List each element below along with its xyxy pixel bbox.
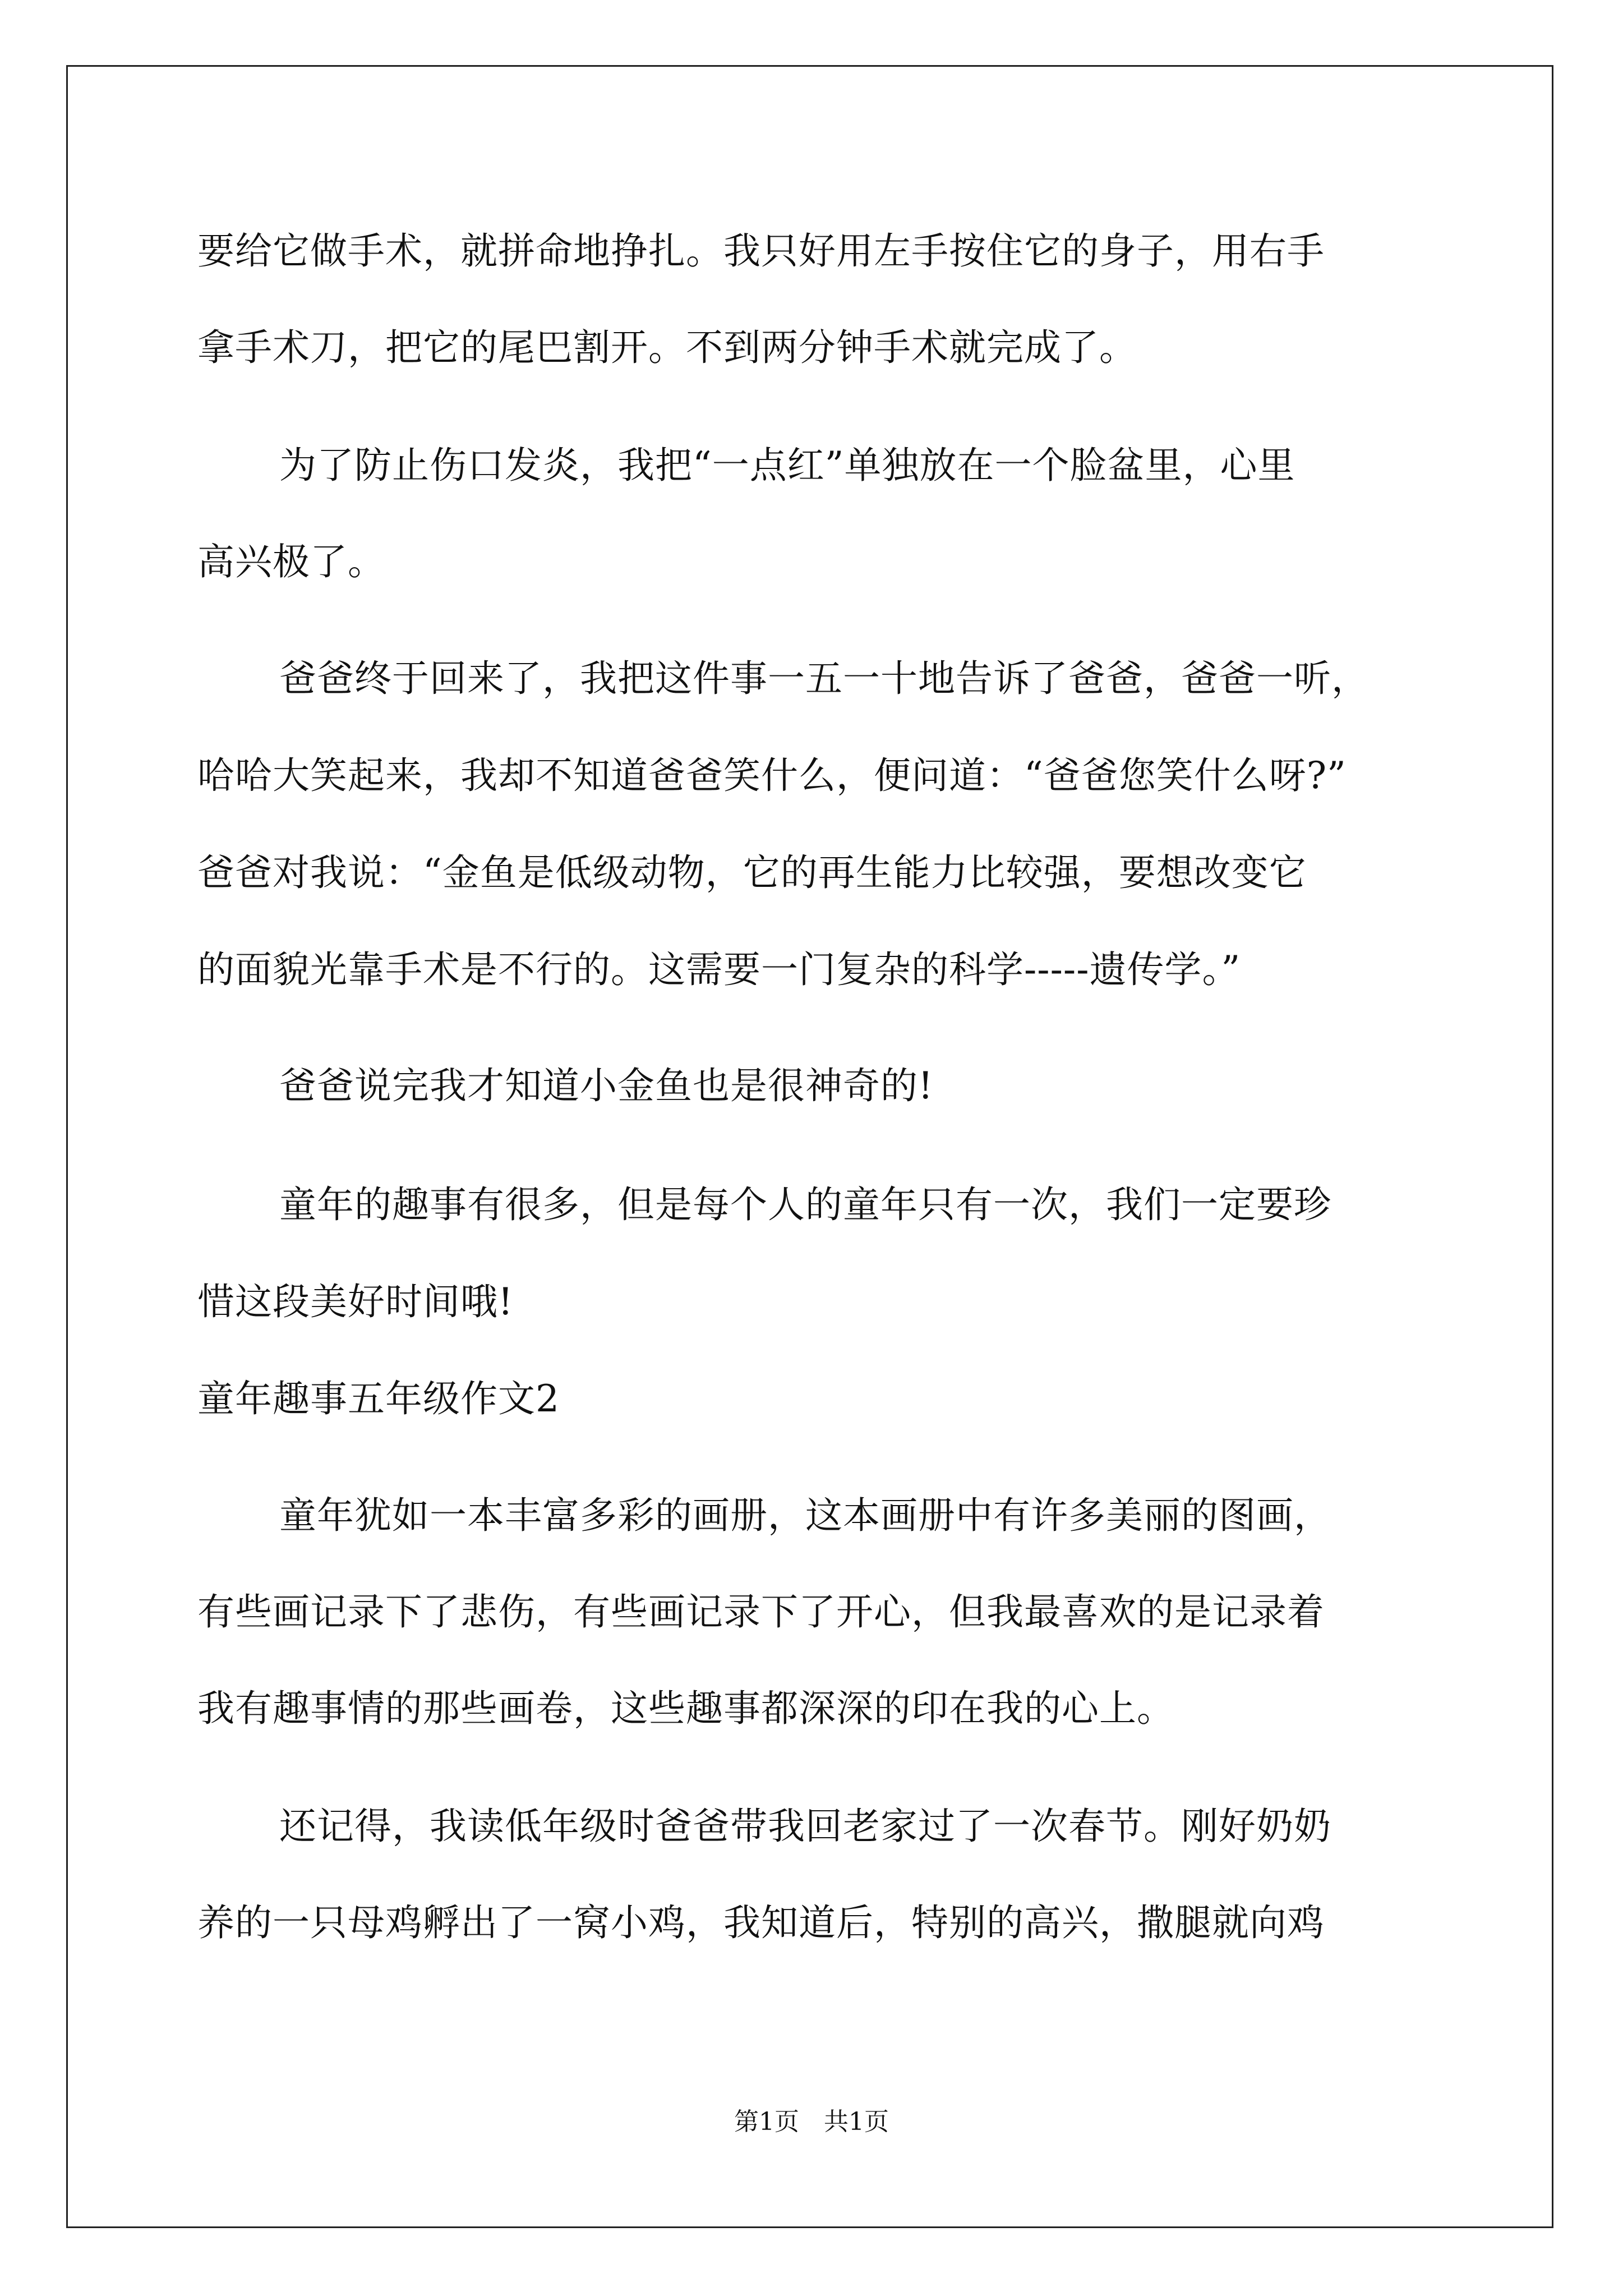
body-line: 高兴极了。 <box>197 540 385 583</box>
body-line: 有些画记录下了悲伤，有些画记录下了开心，但我最喜欢的是记录着 <box>197 1590 1325 1634</box>
body-line: 惜这段美好时间哦! <box>197 1280 514 1323</box>
body-line: 爸爸对我说：“金鱼是低级动物，它的再生能力比较强，要想改变它 <box>197 851 1307 894</box>
page-number-footer: 第1页 共1页 <box>734 2108 889 2136</box>
section-heading: 童年趣事五年级作文2 <box>197 1377 560 1420</box>
body-line: 的面貌光靠手术是不行的。这需要一门复杂的科学-----遗传学。” <box>197 948 1241 991</box>
paragraph-start-line: 还记得，我读低年级时爸爸带我回老家过了一次春节。刚好奶奶 <box>279 1805 1331 1848</box>
paragraph-start-line: 爸爸说完我才知道小金鱼也是很神奇的! <box>279 1064 934 1107</box>
paragraph-start-line: 童年犹如一本丰富多彩的画册，这本画册中有许多美丽的图画， <box>279 1494 1331 1537</box>
body-line: 我有趣事情的那些画卷，这些趣事都深深的印在我的心上。 <box>197 1687 1174 1730</box>
body-line: 养的一只母鸡孵出了一窝小鸡，我知道后，特别的高兴，撒腿就向鸡 <box>197 1901 1325 1944</box>
paragraph-start-line: 爸爸终于回来了，我把这件事一五一十地告诉了爸爸，爸爸一听， <box>279 657 1369 700</box>
body-line: 哈哈大笑起来，我却不知道爸爸笑什么，便问道：“爸爸您笑什么呀?” <box>197 754 1347 797</box>
paragraph-start-line: 为了防止伤口发炎，我把“一点红”单独放在一个脸盆里，心里 <box>279 444 1295 487</box>
body-line: 要给它做手术，就拼命地挣扎。我只好用左手按住它的身子，用右手 <box>197 229 1325 273</box>
paragraph-start-line: 童年的趣事有很多，但是每个人的童年只有一次，我们一定要珍 <box>279 1183 1331 1226</box>
body-line: 拿手术刀，把它的尾巴割开。不到两分钟手术就完成了。 <box>197 326 1137 369</box>
